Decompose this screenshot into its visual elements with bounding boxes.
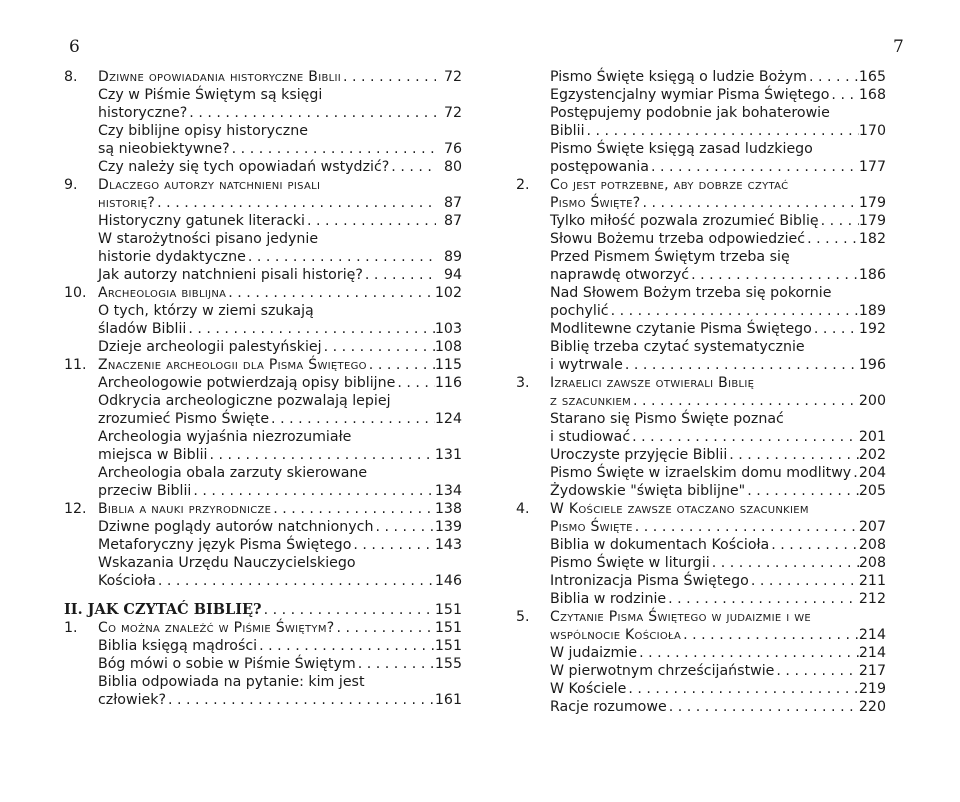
- page-ref: 168: [858, 87, 886, 103]
- right-page: [480, 0, 960, 802]
- entry-title: Biblię trzeba czytać systematycznie: [550, 339, 805, 355]
- page-ref: 165: [858, 69, 886, 85]
- toc-entry: [516, 536, 886, 554]
- leader-dots: [649, 158, 859, 176]
- chapter-title-continued: historię?: [98, 195, 156, 211]
- page-ref: 208: [858, 555, 886, 571]
- toc-entry: [64, 356, 462, 374]
- entry-title: zrozumieć Pismo Święte: [98, 411, 270, 427]
- page-ref: 179: [858, 213, 886, 229]
- page-ref: 212: [858, 591, 886, 607]
- toc-entry: [64, 176, 462, 194]
- leader-dots: [631, 392, 859, 410]
- toc-entry: [64, 374, 462, 392]
- entry-title: Biblia odpowiada na pytanie: kim jest: [98, 674, 365, 690]
- page-ref: 202: [858, 447, 886, 463]
- leader-dots: [191, 482, 435, 500]
- toc-entry: [64, 619, 462, 637]
- leader-dots: [666, 590, 859, 608]
- page-ref: 87: [443, 195, 462, 211]
- leader-dots: [322, 338, 435, 356]
- chapter-title: Znaczenie archeologii dla Pisma Świętego: [98, 357, 367, 373]
- page-ref: 189: [858, 303, 886, 319]
- toc-entry: [64, 572, 462, 590]
- leader-dots: [774, 662, 859, 680]
- leader-dots: [187, 104, 436, 122]
- toc-entry: [64, 691, 462, 709]
- toc-entry: [64, 68, 462, 86]
- entry-title: Egzystencjalny wymiar Pisma Świętego: [550, 87, 830, 103]
- page-ref: 108: [434, 339, 462, 355]
- toc-entry: [64, 158, 462, 176]
- toc-entry: [516, 104, 886, 122]
- leader-dots: [226, 284, 435, 302]
- chapter-number: 3.: [516, 375, 530, 391]
- chapter-title-continued: z szacunkiem: [550, 393, 631, 409]
- leader-dots: [609, 302, 859, 320]
- leader-dots: [681, 626, 859, 644]
- page-ref: 131: [434, 447, 462, 463]
- entry-title: Starano się Pismo Święte poznać: [550, 411, 784, 427]
- entry-title: i studiować: [550, 429, 631, 445]
- toc-entry: [516, 248, 886, 266]
- entry-title: Jak autorzy natchnieni pisali historię?: [98, 267, 363, 283]
- toc-entry: [516, 500, 886, 518]
- entry-title: W judaizmie: [550, 645, 638, 661]
- page-ref: 204: [858, 465, 886, 481]
- page-ref: 205: [858, 483, 886, 499]
- toc-entry: [516, 608, 886, 626]
- toc-entry: [64, 446, 462, 464]
- chapter-title-continued: Pismo Święte?: [550, 195, 641, 211]
- toc-entry: [64, 428, 462, 446]
- entry-title: Czy biblijne opisy historyczne: [98, 123, 308, 139]
- entry-title: W Kościele: [550, 681, 627, 697]
- page-ref: 116: [434, 375, 462, 391]
- toc-entry: [64, 410, 462, 428]
- chapter-title: Archeologia biblijna: [98, 285, 227, 301]
- page-ref: 146: [434, 573, 462, 589]
- page-ref: 94: [443, 267, 462, 283]
- entry-title: Żydowskie "święta biblijne": [550, 483, 746, 499]
- toc-entry: [516, 86, 886, 104]
- entry-title: Archeologia obala zarzuty skierowane: [98, 465, 368, 481]
- toc-entry: [516, 212, 886, 230]
- toc-entry: [64, 338, 462, 356]
- leader-dots: [745, 482, 859, 500]
- page-ref: 151: [434, 638, 462, 654]
- entry-title: Wskazania Urzędu Nauczycielskiego: [98, 555, 356, 571]
- chapter-title-continued: wspólnocie Kościoła: [550, 627, 682, 643]
- entry-title: Postępujemy podobnie jak bohaterowie: [550, 105, 830, 121]
- toc-entry: [64, 655, 462, 673]
- leader-dots: [335, 619, 435, 637]
- toc-entry: [64, 248, 462, 266]
- page-ref: 76: [443, 141, 462, 157]
- entry-title: Dziwne poglądy autorów natchnionych: [98, 519, 374, 535]
- entry-title: Pismo Święte w izraelskim domu modlitwy: [550, 465, 852, 481]
- leader-dots: [710, 554, 859, 572]
- leader-dots: [633, 518, 859, 536]
- toc-entry: [64, 86, 462, 104]
- chapter-number: 5.: [516, 609, 530, 625]
- leader-dots: [186, 320, 435, 338]
- toc-entry: [516, 410, 886, 428]
- page-ref: 177: [858, 159, 886, 175]
- leader-dots: [156, 572, 435, 590]
- toc-entry: [64, 320, 462, 338]
- entry-title: Uroczyste przyjęcie Biblii: [550, 447, 728, 463]
- toc-entry: [64, 673, 462, 691]
- entry-title: Przed Pismem Świętym trzeba się: [550, 249, 790, 265]
- toc-entry: [64, 122, 462, 140]
- leader-dots: [373, 518, 434, 536]
- toc-entry: [516, 590, 886, 608]
- leader-dots: [367, 356, 435, 374]
- chapter-number: 9.: [64, 177, 78, 193]
- page-ref: 186: [858, 267, 886, 283]
- chapter-number: 12.: [64, 501, 87, 517]
- leader-dots: [351, 536, 435, 554]
- page-ref: 151: [434, 602, 462, 618]
- page-ref: 170: [858, 123, 886, 139]
- page-ref: 115: [434, 357, 462, 373]
- entry-title: Intronizacja Pisma Świętego: [550, 573, 749, 589]
- page-ref: 72: [443, 69, 462, 85]
- leader-dots: [341, 68, 436, 86]
- toc-entry: [64, 464, 462, 482]
- page-ref: 211: [858, 573, 886, 589]
- entry-title: Metaforyczny język Pisma Świętego: [98, 537, 352, 553]
- leader-dots: [356, 655, 435, 673]
- page-ref: 102: [434, 285, 462, 301]
- toc-entry: [516, 662, 886, 680]
- leader-dots: [623, 356, 859, 374]
- entry-title: Kościoła: [98, 573, 156, 589]
- toc-entry: [516, 176, 886, 194]
- page-ref: 151: [434, 620, 462, 636]
- page-ref: 124: [434, 411, 462, 427]
- leader-dots: [727, 446, 859, 464]
- toc-entry: [516, 554, 886, 572]
- toc-entry: [516, 194, 886, 212]
- entry-title: historie dydaktyczne: [98, 249, 246, 265]
- page-ref: 182: [858, 231, 886, 247]
- table-of-contents: [516, 68, 886, 716]
- toc-entry: [516, 680, 886, 698]
- leader-dots: [257, 637, 435, 655]
- toc-entry: [64, 194, 462, 212]
- entry-title: Pismo Święte w liturgii: [550, 555, 710, 571]
- page-ref: 201: [858, 429, 886, 445]
- page-ref: 214: [858, 645, 886, 661]
- entry-title: miejsca w Biblii: [98, 447, 208, 463]
- toc-entry: [516, 374, 886, 392]
- chapter-number: 2.: [516, 177, 530, 193]
- entry-title: postępowania: [550, 159, 649, 175]
- toc-entry: [516, 230, 886, 248]
- page-ref: 80: [443, 159, 462, 175]
- toc-entry: [64, 266, 462, 284]
- chapter-title: Co można znaleźć w Piśmie Świętym?: [98, 620, 335, 636]
- leader-dots: [667, 698, 859, 716]
- entry-title: W starożytności pisano jedynie: [98, 231, 319, 247]
- toc-entry: [64, 230, 462, 248]
- entry-title: Biblia w rodzinie: [550, 591, 667, 607]
- entry-title: Modlitewne czytanie Pisma Świętego: [550, 321, 812, 337]
- entry-title: Archeologowie potwierdzają opisy biblijne: [98, 375, 396, 391]
- page-ref: 161: [434, 692, 462, 708]
- toc-entry: [516, 644, 886, 662]
- entry-title: Nad Słowem Bożym trzeba się pokornie: [550, 285, 832, 301]
- page-ref: 179: [858, 195, 886, 211]
- toc-entry: [64, 554, 462, 572]
- page-ref: 139: [434, 519, 462, 535]
- toc-entry: [64, 518, 462, 536]
- toc-entry: [516, 140, 886, 158]
- chapter-title: Izraelici zawsze otwierali Biblię: [550, 375, 755, 391]
- toc-entry: [516, 392, 886, 410]
- page-ref: 207: [858, 519, 886, 535]
- page-ref: 143: [434, 537, 462, 553]
- page-ref: 208: [858, 537, 886, 553]
- entry-title: W pierwotnym chrześcijaństwie: [550, 663, 775, 679]
- page-ref: 155: [434, 656, 462, 672]
- entry-title: O tych, którzy w ziemi szukają: [98, 303, 314, 319]
- toc-entry: [516, 158, 886, 176]
- leader-dots: [819, 212, 859, 230]
- toc-entry: [516, 698, 886, 716]
- chapter-number: 1.: [64, 620, 78, 636]
- entry-title: Czy należy się tych opowiadań wstydzić?: [98, 159, 390, 175]
- leader-dots: [812, 320, 859, 338]
- toc-entry: [64, 104, 462, 122]
- section-gap: [64, 590, 462, 601]
- toc-entry: [516, 464, 886, 482]
- toc-entry: [516, 122, 886, 140]
- table-of-contents: [64, 68, 462, 709]
- entry-title: są nieobiektywne?: [98, 141, 230, 157]
- leader-dots: [305, 212, 436, 230]
- toc-entry: [64, 392, 462, 410]
- leader-dots: [641, 194, 859, 212]
- leader-dots: [230, 140, 436, 158]
- entry-title: człowiek?: [98, 692, 166, 708]
- page-ref: 217: [858, 663, 886, 679]
- entry-title: historyczne?: [98, 105, 188, 121]
- toc-entry: [64, 212, 462, 230]
- page-ref: 134: [434, 483, 462, 499]
- page-ref: 89: [443, 249, 462, 265]
- leader-dots: [630, 428, 859, 446]
- chapter-title: Czytanie Pisma Świętego w judaizmie i we: [550, 609, 812, 625]
- page-ref: 200: [858, 393, 886, 409]
- page-ref: 192: [858, 321, 886, 337]
- page-ref: 219: [858, 681, 886, 697]
- entry-title: pochylić: [550, 303, 609, 319]
- page-ref: 214: [858, 627, 886, 643]
- entry-title: Biblia w dokumentach Kościoła: [550, 537, 770, 553]
- entry-title: Pismo Święte księgą zasad ludzkiego: [550, 141, 813, 157]
- page-ref: 220: [858, 699, 886, 715]
- leader-dots: [246, 248, 436, 266]
- toc-entry: [516, 266, 886, 284]
- toc-entry: [516, 284, 886, 302]
- toc-entry: [516, 302, 886, 320]
- toc-entry: [516, 428, 886, 446]
- toc-entry: [64, 482, 462, 500]
- toc-entry: [516, 626, 886, 644]
- leader-dots: [269, 410, 435, 428]
- entry-title: Tylko miłość pozwala zrozumieć Biblię: [550, 213, 819, 229]
- toc-entry: [64, 302, 462, 320]
- toc-entry: [516, 356, 886, 374]
- entry-title: Słowu Bożemu trzeba odpowiedzieć: [550, 231, 806, 247]
- page-ref: 196: [858, 357, 886, 373]
- leader-dots: [805, 230, 859, 248]
- toc-entry: [516, 68, 886, 86]
- entry-title: przeciw Biblii: [98, 483, 192, 499]
- toc-entry: [516, 446, 886, 464]
- entry-title: Historyczny gatunek literacki: [98, 213, 305, 229]
- page-ref: 103: [434, 321, 462, 337]
- leader-dots: [749, 572, 859, 590]
- leader-dots: [829, 86, 858, 104]
- chapter-title: Biblia a nauki przyrodnicze: [98, 501, 272, 517]
- toc-entry: [516, 518, 886, 536]
- leader-dots: [166, 691, 435, 709]
- entry-title: Archeologia wyjaśnia niezrozumiałe: [98, 429, 352, 445]
- page-ref: 138: [434, 501, 462, 517]
- chapter-title: Dziwne opowiadania historyczne Biblii: [98, 69, 341, 85]
- chapter-title: Dlaczego autorzy natchnieni pisali: [98, 177, 321, 193]
- entry-title: Dzieje archeologii palestyńskiej: [98, 339, 322, 355]
- chapter-title: Co jest potrzebne, aby dobrze czytać: [550, 177, 789, 193]
- entry-title: Pismo Święte księgą o ludzie Bożym: [550, 69, 807, 85]
- toc-entry: [516, 320, 886, 338]
- chapter-number: 11.: [64, 357, 87, 373]
- toc-entry: [64, 536, 462, 554]
- toc-entry: [64, 140, 462, 158]
- leader-dots: [207, 446, 434, 464]
- chapter-number: 4.: [516, 501, 530, 517]
- page-number: 6: [69, 37, 80, 57]
- leader-dots: [395, 374, 435, 392]
- leader-dots: [155, 194, 436, 212]
- toc-entry: [64, 284, 462, 302]
- entry-title: Bóg mówi o sobie w Piśmie Świętym: [98, 656, 356, 672]
- page-ref: 72: [443, 105, 462, 121]
- chapter-number: 10.: [64, 285, 87, 301]
- entry-title: śladów Biblii: [98, 321, 187, 337]
- entry-title: Czy w Piśmie Świętym są księgi: [98, 87, 323, 103]
- part-title: II. JAK CZYTAĆ BIBLIĘ?: [64, 601, 262, 618]
- toc-entry: [516, 338, 886, 356]
- leader-dots: [262, 601, 435, 619]
- entry-title: Biblii: [550, 123, 585, 139]
- page-ref: 87: [443, 213, 462, 229]
- page-number: 7: [893, 37, 904, 57]
- leader-dots: [769, 536, 859, 554]
- leader-dots: [271, 500, 435, 518]
- chapter-title: W Kościele zawsze otaczano szacunkiem: [550, 501, 809, 517]
- leader-dots: [363, 266, 436, 284]
- leader-dots: [807, 68, 859, 86]
- leader-dots: [851, 464, 859, 482]
- leader-dots: [585, 122, 859, 140]
- leader-dots: [689, 266, 859, 284]
- toc-entry: [64, 500, 462, 518]
- toc-entry: [516, 572, 886, 590]
- entry-title: Biblia księgą mądrości: [98, 638, 258, 654]
- toc-entry: [516, 482, 886, 500]
- toc-entry: [64, 637, 462, 655]
- leader-dots: [637, 644, 859, 662]
- entry-title: Odkrycia archeologiczne pozwalają lepiej: [98, 393, 391, 409]
- leader-dots: [626, 680, 859, 698]
- entry-title: i wytrwale: [550, 357, 623, 373]
- leader-dots: [389, 158, 436, 176]
- chapter-number: 8.: [64, 69, 78, 85]
- toc-entry: [64, 601, 462, 619]
- chapter-title-continued: Pismo Święte: [550, 519, 633, 535]
- entry-title: naprawdę otworzyć: [550, 267, 690, 283]
- entry-title: Racje rozumowe: [550, 699, 667, 715]
